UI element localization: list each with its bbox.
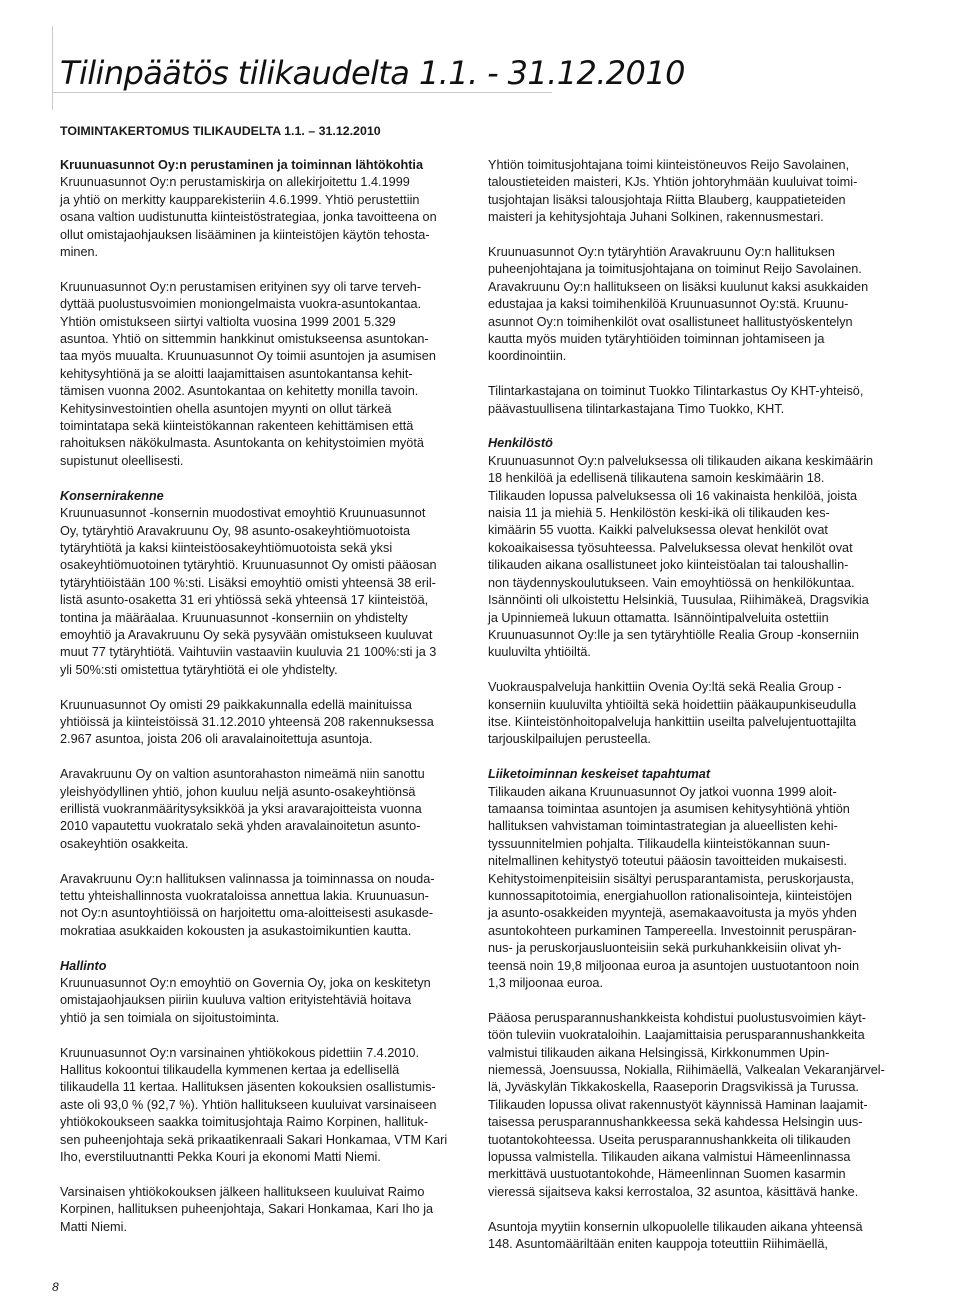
paragraph-personnel: Kruunuasunnot Oy:n palveluksessa oli tilikauden aikana keskimäärin 18 henkilöä ja edellisenä tilikautena samoin keskimäärin 18. Tilikauden lopussa palveluksessa oli 16 vakinaista henkilöä, joista naisia 11 ja miehiä 5. Henkilöstön keski-ikä oli tilikauden kes- kimäärin 55 vuotta. Kaikki palveluksessa olevat henkilöt ovat kokoaikaisessa työsuhteessa. Palveluksessa olevat henkilöt ovat tilikauden aikana osallistuneet joko kiinteistöalan tai taloushallin- non täydennyskoulutukseen. Vain emoyhtiössä on henkilökuntaa. Isännöinti oli ulkoistettu Helsinkiä, Tuusulaa, Riihimäkeä, Dragsvikia ja Upinniemeä lukuun ottamatta. Isännöintipalveluita ostettiin Kruunuasunnot Oy:lle ja sen tytäryhtiölle Realia Group -konserniin kuuluvilta yhtiöiltä. <box>488 453 874 660</box>
intro-heading: Kruunuasunnot Oy:n perustaminen ja toiminnan lähtökohtia <box>60 158 424 172</box>
right-column <box>488 157 902 1271</box>
left-column <box>60 157 470 1253</box>
heading-henkilosto: Henkilöstö <box>488 436 553 451</box>
heading-hallinto: Hallinto <box>60 958 107 973</box>
paragraph-subsidiary-board: Kruunuasunnot Oy:n tytäryhtiön Aravakruunu Oy:n hallituksen puheenjohtajana ja toimitusjohtajana on toiminut Reijo Savolainen. Aravakruunu Oy:n hallitukseen on lisäksi kuulunut kaksi asukkaiden edustajaa ja kaksi toimihenkilöä Kruunuasunnot Oy:stä. Kruunu- asunnot Oy:n toimihenkilöt ovat osallistuneet hallitustyöskentelyn kautta myös muiden tytäryhtiöiden toiminnan johtamiseen ja koordinointiin. <box>488 245 869 364</box>
section-heading: TOIMINTAKERTOMUS TILIKAUDELTA 1.1. – 31.12.2010 <box>60 124 381 138</box>
paragraph-rental-services: Vuokrauspalveluja hankittiin Ovenia Oy:ltä sekä Realia Group - konserniin kuuluvilta yhtiöiltä sekä hoidettiin pääkaupunkiseudulla itse. Kiinteistönhoitopalveluja hankittiin useilta palvelujentuottajilta tarjouskilpailujen perusteella. <box>488 680 857 747</box>
paragraph-founding-reason: Kruunuasunnot Oy:n perustamisen erityinen syy oli tarve terveh- dyttää puolustusvoimien moniongelmaista vuokra-asuntokantaa. Yhtiön omistukseen siirtyi valtiolta vuosina 1999 2001 5.329 asuntoa. Yhtiö on sittemmin hankkinut omistukseensa asuntokan- taa myös muualta. Kruunuasunnot Oy toimii asuntojen ja asumisen kehitysyhtiönä ja se aloitti laajamittaisen asuntokantansa kehit- tämisen vuonna 2002. Asuntokantaa on kehitetty monilla tavoin. Kehitysinvestointien ohella asuntojen myynti on ollut tärkeä toimintatapa sekä kiinteistökannan rakenteen kehittämisen että rahoituksen näkökulmasta. Asuntokanta on kehitystoimien myötä supistunut oleellisesti. <box>60 279 436 468</box>
header-vertical-rule <box>52 26 53 110</box>
header-horizontal-rule <box>52 92 552 93</box>
paragraph-founding: Kruunuasunnot Oy:n perustamiskirja on allekirjoitettu 1.4.1999 ja yhtiö on merkitty kaupparekisteriin 4.6.1999. Yhtiö perustettiin osana valtion uudistunutta kiinteistöstrategiaa, jonka tavoitteena on ollut omistajaohjauksen lisääminen ja kiinteistöjen käytön tehosta- minen. <box>60 175 437 260</box>
paragraph-sales: Asuntoja myytiin konsernin ulkopuolelle tilikauden aikana yhteensä 148. Asuntomääriltään eniten kauppoja toteuttiin Riihimäellä, <box>488 1219 863 1252</box>
paragraph-board-meetings: Kruunuasunnot Oy:n varsinainen yhtiökokous pidettiin 7.4.2010. Hallitus kokoontui tilikaudella kymmenen kertaa ja edellisellä tilikaudella 11 kertaa. Hallituksen jäsenten kokouksien osallistumis- aste oli 93,0 % (92,7 %). Yhtiön hallitukseen kuuluivat varsinaiseen yhtiökokoukseen saakka toimitusjohtaja Raimo Korpinen, hallituk- sen puheenjohtaja sekä prikaatikenraali Sakari Honkamaa, VTM Kari Iho, everstiluutnantti Pekka Kouri ja ekonomi Matti Niemi. <box>60 1045 448 1165</box>
heading-konsernirakenne: Konsernirakenne <box>60 488 164 503</box>
paragraph-aravakruunu-board: Aravakruunu Oy:n hallituksen valinnassa ja toiminnassa on nouda- tettu yhteishallinnosta vuokrataloissa annettua lakia. Kruunuasun- not Oy:n asuntoyhtiöissä on harjoitettu oma-aloitteisesti asukasde- mokratiaa asukkaiden kokousten ja asukastoimikuntien kautta. <box>60 871 435 938</box>
page-number: 8 <box>52 1280 59 1294</box>
paragraph-auditor: Tilintarkastajana on toiminut Tuokko Tilintarkastus Oy KHT-yhteisö, päävastuullisena tilintarkastajana Timo Tuokko, KHT. <box>488 384 864 416</box>
paragraph-business-events: Tilikauden aikana Kruunuasunnot Oy jatkoi vuonna 1999 aloit- tamaansa toimintaa asuntojen ja asumisen kehitysyhtiönä yhtiön hallituksen vahvistaman toimintastrategian ja alueellisten kehi- tyssuunnitelmien pohjalta. Tilikaudella kiinteistökannan suun- nitelmallinen kehitystyö toteutui pääosin tavoitteiden mukaisesti. Kehitystoimenpiteisiin sisältyi perusparantamista, peruskorjausta, kunnossapitotoimia, energiahuollon rationalisointeja, kiinteistöjen ja asunto-osakkeiden myyntejä, asemakaavoitusta ja myös yhden asuntokohteen purkaminen Tampereella. Investoinnit peruspäran- nus- ja peruskorjausluonteisiin sekä purkuhankkeisiin olivat yh- teensä noin 19,8 miljoonaa euroa ja asuntojen uustuotantoon noin 1,3 miljoonaa euroa. <box>488 784 860 991</box>
document-title: Tilinpäätös tilikaudelta 1.1. - 31.12.2010 <box>60 54 685 92</box>
paragraph-ceo: Yhtiön toimitusjohtajana toimi kiinteistöneuvos Reijo Savolainen, taloustieteiden maisteri, KJs. Yhtiön johtoryhmään kuuluivat toimi- tusjohtajan lisäksi talousjohtaja Riitta Blauberg, kauppatieteiden maisteri ja kehitysjohtaja Juhani Solkinen, rakennusmestari. <box>488 158 858 225</box>
paragraph-parent-company: Kruunuasunnot Oy:n emoyhtiö on Governia Oy, joka on keskitetyn omistajaohjauksen piiriin kuuluva valtion erityistehtäviä hoitava yhtiö ja sen toimiala on sijoitustoiminta. <box>60 976 431 1025</box>
paragraph-dwellings: Kruunuasunnot Oy omisti 29 paikkakunnalla edellä mainituissa yhtiöissä ja kiinteistöissä 31.12.2010 yhteensä 208 rakennuksessa 2.967 asuntoa, joista 206 oli aravalainoitettuja asuntoja. <box>60 697 434 747</box>
heading-liiketoiminta: Liiketoiminnan keskeiset tapahtumat <box>488 767 711 782</box>
paragraph-board-members: Varsinaisen yhtiökokouksen jälkeen hallitukseen kuuluivat Raimo Korpinen, hallituksen puheenjohtaja, Sakari Honkamaa, Kari Iho ja Matti Niemi. <box>60 1184 434 1234</box>
paragraph-aravakruunu: Aravakruunu Oy on valtion asuntorahaston nimeämä niin sanottu yleishyödyllinen yhtiö, johon kuuluu neljä asunto-osakeyhtiönsä erillistä vuokranmääritysyksikköä ja yksi aravarajoitteista vuonna 2010 vapautettu vuokratalo sekä yhden aravalainoitetun asunto- osakeyhtiön osakkeita. <box>60 767 425 851</box>
paragraph-group-structure: Kruunuasunnot -konsernin muodostivat emoyhtiö Kruunuasunnot Oy, tytäryhtiö Aravakruunu Oy, 98 asunto-osakeyhtiömuotoista tytäryhtiötä ja kaksi kiinteistöosakeyhtiömuotoista sekä yksi osakeyhtiömuotoinen tytäryhtiö. Kruunuasunnot Oy omisti pääosan tytäryhtiöistään 100 %:sti. Lisäksi emoyhtiö omisti yhteensä 38 eril- listä asunto-osaketta 31 eri yhtiössä sekä yhteensä 17 kiinteistöä, tontina ja määräalaa. Kruunuasunnot -konserniin on yhdistelty emoyhtiö ja Aravakruunu Oy sekä pysyvään omistukseen kuuluvat muut 77 tytäryhtiötä. Vaihtuviin vastaaviin kuuluvia 21 100%:sti ja 3 yli 50%:sti omistettua tytäryhtiötä ei ole yhdistelty. <box>60 506 437 677</box>
paragraph-renovation-projects: Pääosa perusparannushankkeista kohdistui puolustusvoimien käyt- töön tuleviin vuokrataloihin. Laajamittaisia perusparannushankkeita valmistui tilikauden aikana Helsingissä, Kirkkonummen Upin- niemessä, Joensuussa, Nokialla, Riihimäellä, Valkealan Vekaranjärvel- lä, Jyväskylän Tikkakoskella, Raaseporin Dragsvikissä ja Turussa. Tilikauden lopussa olivat rakennustyöt käynnissä Haminan laajamit- taisessa perusparannushankkeessa sekä kahdessa Helsingin uus- tuotantokohteessa. Useita perusparannushankkeita oli tilikauden lopussa valmistella. Tilikauden aikana valmistui Hämeenlinnassa merkittävä uustuotantokohde, Hämeenlinnan Suomen kasarmin vieressä sijaitseva kaksi kerrostaloa, 32 asuntoa, käsittävä hanke. <box>488 1010 885 1199</box>
